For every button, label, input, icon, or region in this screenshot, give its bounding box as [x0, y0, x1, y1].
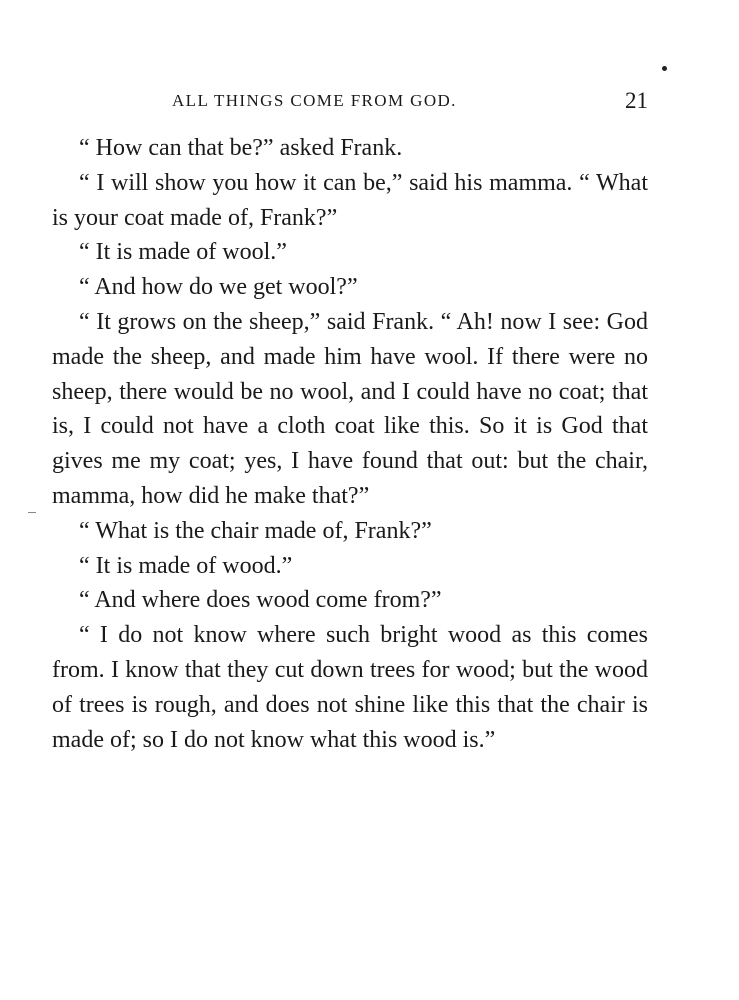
paragraph: “ It grows on the sheep,” said Frank. “ Ah! now I see: God made the sheep, and made him have wool. If there were no sheep, there would be no wool, and I could have no coat; that is, I could not have a cloth coat like this. So it is God that gives me my coat; yes, I have found that out: but the chair, mamma, how did he make that?”: [52, 308, 648, 509]
paragraph: “ And how do we get wool?”: [79, 274, 358, 301]
paragraph: “ What is the chair made of, Frank?”: [79, 517, 432, 544]
paragraph: “ I will show you how it can be,” said his mamma. “ What is your coat made of, Frank?”: [52, 169, 648, 231]
paragraph: “ And where does wood come from?”: [79, 587, 442, 614]
running-title: ALL THINGS COME FROM GOD.: [172, 91, 457, 110]
running-head: [52, 86, 648, 116]
paragraph: “ It is made of wood.”: [79, 552, 293, 579]
paragraph: “ It is made of wool.”: [79, 239, 287, 266]
paragraph: “ How can that be?” asked Frank.: [79, 135, 403, 161]
paragraph: “ I do not know where such bright wood as this comes from. I know that they cut down trees for wood; but the wood of trees is rough, and does not shine like this that the chair is made of; so I do not know what this wood is.”: [52, 622, 648, 753]
print-speck: [28, 512, 36, 513]
body-text: [52, 131, 648, 757]
print-speck: [662, 66, 667, 71]
page-number: 21: [625, 88, 648, 113]
